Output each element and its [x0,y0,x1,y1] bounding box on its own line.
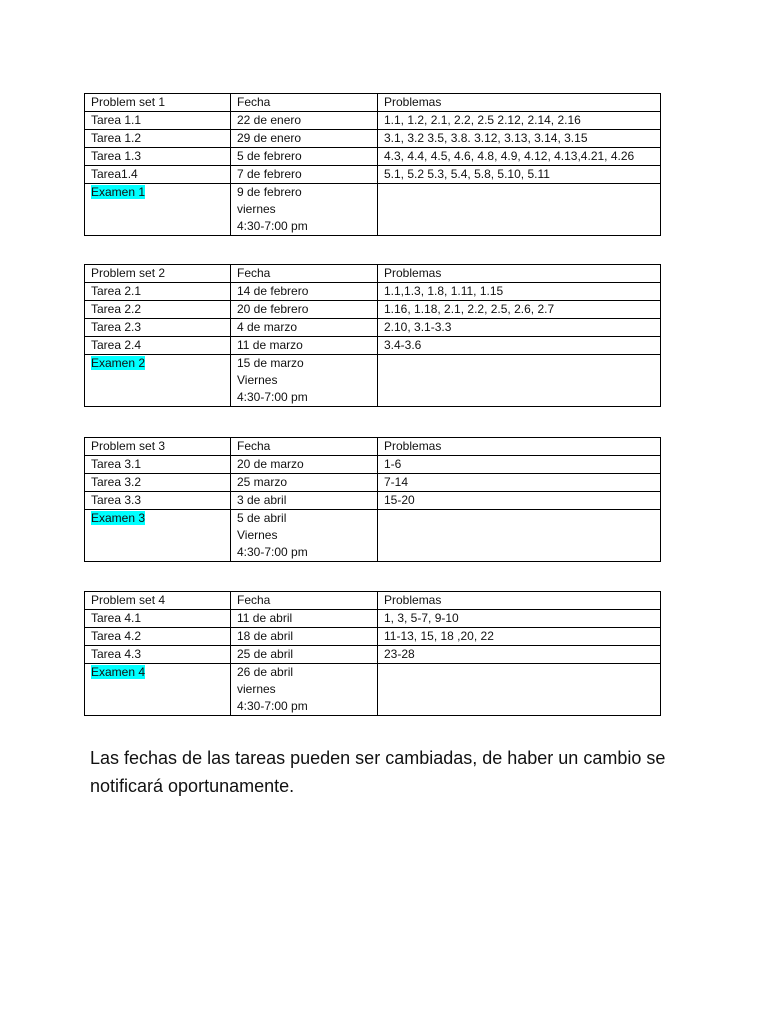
task-name-cell: Tarea1.4 [85,166,231,184]
table-row [85,166,661,184]
task-name-cell: Tarea 2.2 [85,301,231,319]
task-problems-cell: 15-20 [378,492,661,510]
exam-time: 4:30-7:00 pm [237,545,308,559]
exam-name-cell [85,355,231,407]
problem-set-1-table [84,93,661,236]
task-date-cell: 25 de abril [231,646,378,664]
task-name-cell: Tarea 4.2 [85,628,231,646]
table-header-row [85,94,661,112]
schedule-change-note: Las fechas de las tareas pueden ser cambiadas, de haber un cambio se notificará oportunamente. [90,748,666,796]
task-name-cell: Tarea 1.1 [85,112,231,130]
task-date-cell: 22 de enero [231,112,378,130]
task-date-cell: 14 de febrero [231,283,378,301]
task-name-cell: Tarea 3.2 [85,474,231,492]
problems-header-cell: Problemas [378,592,661,610]
table-row [85,456,661,474]
exam-problems-cell [378,510,661,562]
table-header-row [85,265,661,283]
task-date-cell: 20 de marzo [231,456,378,474]
table-row [85,283,661,301]
table-row [85,474,661,492]
table-row [85,610,661,628]
table-row [85,319,661,337]
exam-row [85,664,661,716]
exam-label: Examen 1 [91,185,146,199]
exam-date: 5 de abril [237,511,287,525]
task-problems-cell: 3.4-3.6 [378,337,661,355]
task-problems-cell: 1, 3, 5-7, 9-10 [378,610,661,628]
set-title-cell: Problem set 1 [85,94,231,112]
exam-time: 4:30-7:00 pm [237,390,308,404]
task-name-cell: Tarea 2.4 [85,337,231,355]
exam-time: 4:30-7:00 pm [237,219,308,233]
exam-row [85,184,661,236]
date-header-cell: Fecha [231,438,378,456]
problems-header-cell: Problemas [378,438,661,456]
problem-set-3-table [84,437,661,562]
task-problems-cell: 7-14 [378,474,661,492]
task-problems-cell: 4.3, 4.4, 4.5, 4.6, 4.8, 4.9, 4.12, 4.13,4.21, 4.26 [378,148,661,166]
exam-problems-cell [378,355,661,407]
table-row [85,148,661,166]
table-row [85,492,661,510]
problems-header-cell: Problemas [378,94,661,112]
problem-set-2-table [84,264,661,407]
task-name-cell: Tarea 4.1 [85,610,231,628]
date-header-cell: Fecha [231,592,378,610]
task-problems-cell: 23-28 [378,646,661,664]
task-problems-cell: 5.1, 5.2 5.3, 5.4, 5.8, 5.10, 5.11 [378,166,661,184]
task-name-cell: Tarea 2.1 [85,283,231,301]
set-title-cell: Problem set 3 [85,438,231,456]
problem-set-4-table [84,591,661,716]
exam-day: viernes [237,682,276,696]
exam-name-cell [85,510,231,562]
exam-date: 15 de marzo [237,356,304,370]
exam-label: Examen 2 [91,356,146,370]
task-date-cell: 5 de febrero [231,148,378,166]
table-header-row [85,592,661,610]
table-row [85,337,661,355]
set-title-cell: Problem set 2 [85,265,231,283]
exam-row [85,355,661,407]
exam-date: 26 de abril [237,665,294,679]
task-name-cell: Tarea 2.3 [85,319,231,337]
task-problems-cell: 11-13, 15, 18 ,20, 22 [378,628,661,646]
task-date-cell: 18 de abril [231,628,378,646]
table-row [85,130,661,148]
task-date-cell: 20 de febrero [231,301,378,319]
table-row [85,112,661,130]
task-problems-cell: 2.10, 3.1-3.3 [378,319,661,337]
task-date-cell: 11 de abril [231,610,378,628]
task-date-cell: 4 de marzo [231,319,378,337]
table-row [85,628,661,646]
task-problems-cell: 1.1, 1.2, 2.1, 2.2, 2.5 2.12, 2.14, 2.16 [378,112,661,130]
exam-date-cell [231,510,378,562]
task-date-cell: 29 de enero [231,130,378,148]
task-date-cell: 3 de abril [231,492,378,510]
exam-name-cell [85,664,231,716]
exam-problems-cell [378,664,661,716]
exam-date-cell [231,664,378,716]
set-title-cell: Problem set 4 [85,592,231,610]
exam-date-cell [231,184,378,236]
table-header-row [85,438,661,456]
exam-row [85,510,661,562]
task-date-cell: 11 de marzo [231,337,378,355]
task-name-cell: Tarea 1.3 [85,148,231,166]
task-problems-cell: 3.1, 3.2 3.5, 3.8. 3.12, 3.13, 3.14, 3.15 [378,130,661,148]
exam-date: 9 de febrero [237,185,302,199]
exam-label: Examen 4 [91,665,146,679]
task-name-cell: Tarea 3.1 [85,456,231,474]
task-date-cell: 7 de febrero [231,166,378,184]
task-name-cell: Tarea 4.3 [85,646,231,664]
task-problems-cell: 1-6 [378,456,661,474]
table-row [85,646,661,664]
date-header-cell: Fecha [231,94,378,112]
date-header-cell: Fecha [231,265,378,283]
problems-header-cell: Problemas [378,265,661,283]
exam-time: 4:30-7:00 pm [237,699,308,713]
table-row [85,301,661,319]
task-name-cell: Tarea 3.3 [85,492,231,510]
exam-day: viernes [237,202,276,216]
exam-problems-cell [378,184,661,236]
exam-label: Examen 3 [91,511,146,525]
task-name-cell: Tarea 1.2 [85,130,231,148]
task-problems-cell: 1.1,1.3, 1.8, 1.11, 1.15 [378,283,661,301]
task-problems-cell: 1.16, 1.18, 2.1, 2.2, 2.5, 2.6, 2.7 [378,301,661,319]
exam-day: Viernes [237,528,278,542]
exam-date-cell [231,355,378,407]
task-date-cell: 25 marzo [231,474,378,492]
exam-day: Viernes [237,373,278,387]
exam-name-cell [85,184,231,236]
